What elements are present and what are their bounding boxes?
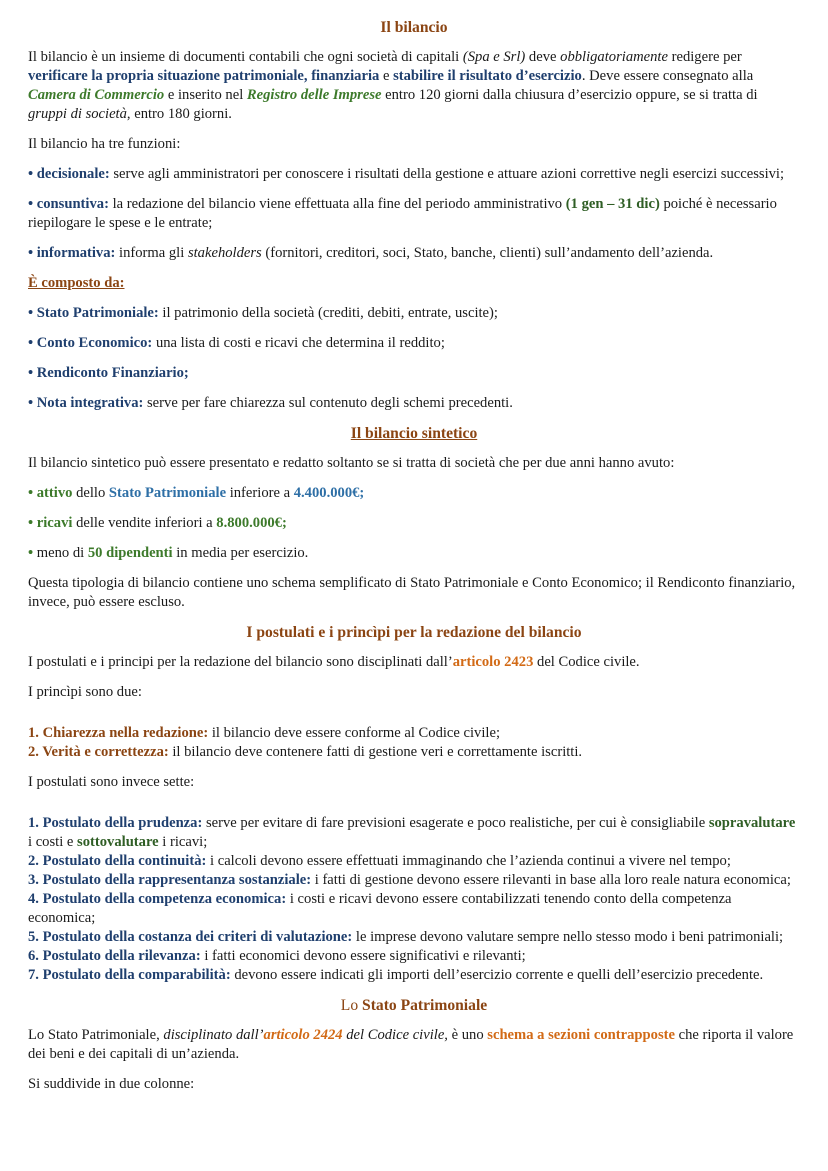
- funzioni-intro: Il bilancio ha tre funzioni:: [28, 136, 181, 152]
- funzione-consuntiva: • consuntiva: la redazione del bilancio viene effettuata alla fine del periodo amministrativo (1 gen – 31 dic) poiché è necessario riepilogare le spese e le entrate;: [28, 196, 777, 231]
- postulato-rappresentanza: 3. Postulato della rappresentanza sostanziale: i fatti di gestione devono essere rilevanti in base alla loro reale natura economica;: [28, 872, 791, 888]
- postulati-sette-intro: I postulati sono invece sette:: [28, 774, 195, 790]
- title-bilancio-sintetico: Il bilancio sintetico: [350, 425, 478, 442]
- postulato-comparabilita: 7. Postulato della comparabilità: devono essere indicati gli importi dell’esercizio corrente e quelli dell’esercizio precedente.: [28, 967, 764, 983]
- sintetico-dipendenti: • meno di 50 dipendenti in media per esercizio.: [28, 545, 309, 561]
- sintetico-nota: Questa tipologia di bilancio contiene uno schema semplificato di Stato Patrimoniale e Conto Economico; il Rendiconto finanziario, invece, può essere escluso.: [28, 575, 796, 610]
- funzione-informativa: • informativa: informa gli stakeholders (fornitori, creditori, soci, Stato, banche, clienti) sull’andamento dell’azienda.: [28, 245, 714, 261]
- funzione-decisionale: • decisionale: serve agli amministratori per conoscere i risultati della gestione e attuare azioni correttive negli esercizi successivi;: [28, 166, 785, 182]
- principio-chiarezza: 1. Chiarezza nella redazione: il bilancio deve essere conforme al Codice civile;: [28, 725, 500, 741]
- intro-paragraph: Il bilancio è un insieme di documenti contabili che ogni società di capitali (Spa e Srl) deve obbligatoriamente redigere per verificare la propria situazione patrimoniale, finanziaria e stabilire il risultato d’esercizio. Deve essere consegnato alla Camera di Commercio e inserito nel Registro delle Imprese entro 120 giorni dalla chiusura d’esercizio oppure, se si tratta di gruppi di società, entro 180 giorni.: [28, 49, 758, 122]
- postulato-continuita: 2. Postulato della continuità: i calcoli devono essere effettuati immaginando che l’azienda continui a vivere nel tempo;: [28, 853, 731, 869]
- sintetico-intro: Il bilancio sintetico può essere presentato e redatto soltanto se si tratta di società che per due anni hanno avuto:: [28, 455, 675, 471]
- stato-patrimoniale-paragraph: Lo Stato Patrimoniale, disciplinato dall’articolo 2424 del Codice civile, è uno schema a sezioni contrapposte che riporta il valore dei beni e dei capitali di un’azienda.: [28, 1027, 794, 1062]
- postulato-rilevanza: 6. Postulato della rilevanza: i fatti economici devono essere significativi e rilevanti;: [28, 948, 526, 964]
- composto-heading: È composto da:: [28, 275, 125, 291]
- colonne-intro: Si suddivide in due colonne:: [28, 1076, 195, 1092]
- principio-verita: 2. Verità e correttezza: il bilancio deve contenere fatti di gestione veri e correttamente iscritti.: [28, 744, 583, 760]
- postulato-costanza: 5. Postulato della costanza dei criteri di valutazione: le imprese devono valutare sempre nello stesso modo i beni patrimoniali;: [28, 929, 784, 945]
- title-postulati-principi: I postulati e i princìpi per la redazione del bilancio: [246, 624, 582, 641]
- sintetico-ricavi: • ricavi delle vendite inferiori a 8.800.000€;: [28, 515, 287, 531]
- sintetico-attivo: • attivo dello Stato Patrimoniale inferiore a 4.400.000€;: [28, 485, 365, 501]
- title-stato-patrimoniale: Lo Stato Patrimoniale: [340, 997, 488, 1014]
- componente-stato-patrimoniale: • Stato Patrimoniale: il patrimonio della società (crediti, debiti, entrate, uscite);: [28, 305, 498, 321]
- componente-conto-economico: • Conto Economico: una lista di costi e ricavi che determina il reddito;: [28, 335, 445, 351]
- title-bilancio: Il bilancio: [380, 19, 448, 36]
- componente-nota-integrativa: • Nota integrativa: serve per fare chiarezza sul contenuto degli schemi precedenti.: [28, 395, 513, 411]
- principi-intro: I princìpi sono due:: [28, 684, 142, 700]
- componente-rendiconto: • Rendiconto Finanziario;: [28, 365, 189, 381]
- postulato-competenza: 4. Postulato della competenza economica: i costi e ricavi devono essere contabilizzati tenendo conto della competenza economica;: [28, 891, 732, 926]
- postulati-intro: I postulati e i principi per la redazione del bilancio sono disciplinati dall’articolo 2423 del Codice civile.: [28, 654, 640, 670]
- postulato-prudenza: 1. Postulato della prudenza: serve per evitare di fare previsioni esagerate e poco realistiche, per cui è consigliabile sopravalutare i costi e sottovalutare i ricavi;: [28, 815, 796, 850]
